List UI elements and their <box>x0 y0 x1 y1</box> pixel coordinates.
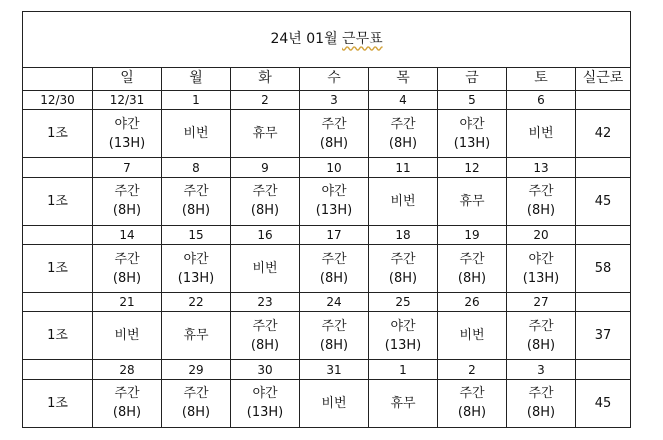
shift-hours: (8H) <box>388 270 418 286</box>
shift-cell[interactable] <box>162 110 231 158</box>
shift-cell[interactable] <box>438 379 507 427</box>
shift-cell[interactable] <box>93 245 162 293</box>
date-cell[interactable]: 12/31 <box>93 91 162 110</box>
shift-cell[interactable] <box>369 312 438 360</box>
date-cell[interactable]: 7 <box>93 158 162 177</box>
shift-name: 주간 <box>114 386 140 402</box>
date-cell[interactable]: 27 <box>507 293 576 312</box>
date-cell[interactable]: 12/30 <box>23 91 93 110</box>
shift-hours: (8H) <box>457 405 487 421</box>
shift-name: 주간 <box>114 184 140 200</box>
shift-row <box>23 245 631 293</box>
header-cell-saturday[interactable]: 토 <box>507 67 576 91</box>
roster-table <box>22 11 631 428</box>
actual-hours-cell[interactable]: 58 <box>576 245 631 293</box>
date-row <box>23 158 631 177</box>
header-cell-tuesday[interactable]: 화 <box>231 67 300 91</box>
date-cell[interactable]: 13 <box>507 158 576 177</box>
shift-cell[interactable] <box>300 379 369 427</box>
roster-title-emphasis: 근무표 <box>342 30 383 47</box>
shift-cell[interactable] <box>231 110 300 158</box>
shift-row <box>23 110 631 158</box>
shift-cell[interactable] <box>507 379 576 427</box>
date-cell[interactable]: 12 <box>438 158 507 177</box>
shift-hours: (8H) <box>181 405 211 421</box>
shift-hours: (13H) <box>177 270 215 286</box>
date-cell[interactable]: 19 <box>438 225 507 244</box>
date-cell[interactable]: 8 <box>162 158 231 177</box>
shift-hours: (8H) <box>112 270 142 286</box>
date-row <box>23 293 631 312</box>
shift-name: 휴무 <box>459 193 485 209</box>
header-cell-friday[interactable]: 금 <box>438 67 507 91</box>
shift-name: 주간 <box>321 318 347 334</box>
shift-cell[interactable] <box>93 110 162 158</box>
shift-hours: (8H) <box>319 270 349 286</box>
date-cell[interactable]: 31 <box>300 360 369 379</box>
date-cell[interactable]: 23 <box>231 293 300 312</box>
shift-cell[interactable] <box>300 312 369 360</box>
date-cell[interactable]: 15 <box>162 225 231 244</box>
date-cell[interactable]: 16 <box>231 225 300 244</box>
shift-name: 주간 <box>252 318 278 334</box>
date-cell[interactable]: 6 <box>507 91 576 110</box>
shift-name: 주간 <box>321 251 347 267</box>
shift-hours: (8H) <box>112 405 142 421</box>
shift-hours: (8H) <box>250 337 280 353</box>
date-cell[interactable]: 30 <box>231 360 300 379</box>
date-cell-empty[interactable] <box>576 225 631 244</box>
actual-hours-cell[interactable]: 42 <box>576 110 631 158</box>
date-cell-empty[interactable] <box>576 293 631 312</box>
date-cell[interactable] <box>23 158 93 177</box>
shift-name: 주간 <box>183 184 209 200</box>
date-cell[interactable]: 18 <box>369 225 438 244</box>
title-row <box>23 12 631 68</box>
shift-cell[interactable] <box>162 177 231 225</box>
shift-hours: (8H) <box>319 337 349 353</box>
shift-hours: (8H) <box>388 135 418 151</box>
date-cell[interactable]: 2 <box>231 91 300 110</box>
shift-cell[interactable] <box>300 177 369 225</box>
shift-name: 주간 <box>390 116 416 132</box>
date-cell-empty[interactable] <box>576 91 631 110</box>
date-row <box>23 225 631 244</box>
date-cell[interactable]: 25 <box>369 293 438 312</box>
shift-name: 휴무 <box>390 395 416 411</box>
date-cell[interactable]: 11 <box>369 158 438 177</box>
date-cell[interactable]: 1 <box>162 91 231 110</box>
shift-cell[interactable] <box>300 110 369 158</box>
actual-hours-cell[interactable]: 45 <box>576 379 631 427</box>
shift-cell[interactable] <box>93 177 162 225</box>
shift-cell[interactable] <box>231 379 300 427</box>
shift-cell[interactable] <box>300 245 369 293</box>
date-cell-empty[interactable] <box>576 158 631 177</box>
header-cell-monday[interactable]: 월 <box>162 67 231 91</box>
shift-name: 비번 <box>459 328 485 344</box>
shift-cell[interactable] <box>369 110 438 158</box>
shift-cell[interactable] <box>507 312 576 360</box>
shift-hours: (13H) <box>108 135 146 151</box>
shift-row <box>23 312 631 360</box>
shift-hours: (8H) <box>526 405 556 421</box>
shift-cell[interactable] <box>438 245 507 293</box>
shift-hours: (8H) <box>250 203 280 219</box>
shift-hours: (8H) <box>319 135 349 151</box>
date-cell[interactable]: 10 <box>300 158 369 177</box>
team-cell[interactable]: 1조 <box>23 379 93 427</box>
shift-hours: (13H) <box>522 270 560 286</box>
shift-hours: (13H) <box>246 405 284 421</box>
date-cell[interactable]: 22 <box>162 293 231 312</box>
date-cell[interactable] <box>23 293 93 312</box>
shift-cell[interactable] <box>507 245 576 293</box>
shift-cell[interactable] <box>369 379 438 427</box>
shift-name: 주간 <box>459 386 485 402</box>
shift-name: 야간 <box>321 184 347 200</box>
shift-name: 야간 <box>390 318 416 334</box>
shift-hours: (8H) <box>526 337 556 353</box>
shift-name: 야간 <box>459 116 485 132</box>
team-cell[interactable]: 1조 <box>23 110 93 158</box>
roster-title-prefix: 24년 01월 <box>270 30 343 47</box>
shift-cell[interactable] <box>162 245 231 293</box>
shift-cell[interactable] <box>231 245 300 293</box>
shift-hours: (8H) <box>112 203 142 219</box>
shift-name: 휴무 <box>183 328 209 344</box>
shift-name: 주간 <box>459 251 485 267</box>
shift-name: 야간 <box>114 116 140 132</box>
shift-cell[interactable] <box>507 177 576 225</box>
shift-name: 주간 <box>114 251 140 267</box>
shift-name: 주간 <box>528 386 554 402</box>
date-row <box>23 91 631 110</box>
header-cell-blank[interactable] <box>23 67 93 91</box>
shift-name: 비번 <box>114 328 140 344</box>
shift-cell[interactable] <box>93 379 162 427</box>
date-cell[interactable]: 4 <box>369 91 438 110</box>
date-cell[interactable]: 24 <box>300 293 369 312</box>
header-cell-sunday[interactable]: 일 <box>93 67 162 91</box>
actual-hours-cell[interactable]: 37 <box>576 312 631 360</box>
shift-name: 야간 <box>252 386 278 402</box>
team-cell[interactable]: 1조 <box>23 312 93 360</box>
date-cell[interactable]: 26 <box>438 293 507 312</box>
date-cell[interactable] <box>23 225 93 244</box>
date-cell[interactable]: 14 <box>93 225 162 244</box>
shift-name: 비번 <box>252 261 278 277</box>
date-cell[interactable]: 21 <box>93 293 162 312</box>
shift-cell[interactable] <box>231 177 300 225</box>
shift-cell[interactable] <box>438 312 507 360</box>
shift-hours: (8H) <box>457 270 487 286</box>
shift-name: 주간 <box>321 116 347 132</box>
shift-cell[interactable] <box>162 312 231 360</box>
shift-cell[interactable] <box>438 177 507 225</box>
shift-hours: (13H) <box>384 337 422 353</box>
shift-name: 비번 <box>390 193 416 209</box>
shift-name: 비번 <box>321 395 347 411</box>
shift-cell[interactable] <box>93 312 162 360</box>
date-cell-empty[interactable] <box>576 360 631 379</box>
shift-name: 휴무 <box>252 126 278 142</box>
date-cell[interactable]: 20 <box>507 225 576 244</box>
shift-cell[interactable] <box>438 110 507 158</box>
date-cell[interactable]: 28 <box>93 360 162 379</box>
shift-name: 주간 <box>252 184 278 200</box>
shift-cell[interactable] <box>369 177 438 225</box>
date-cell[interactable]: 2 <box>438 360 507 379</box>
date-cell[interactable]: 3 <box>300 91 369 110</box>
shift-row <box>23 379 631 427</box>
team-cell[interactable]: 1조 <box>23 177 93 225</box>
team-cell[interactable]: 1조 <box>23 245 93 293</box>
shift-hours: (8H) <box>181 203 211 219</box>
actual-hours-cell[interactable]: 45 <box>576 177 631 225</box>
roster-title-cell[interactable] <box>23 12 631 68</box>
shift-row <box>23 177 631 225</box>
shift-cell[interactable] <box>507 110 576 158</box>
shift-name: 주간 <box>528 318 554 334</box>
shift-cell[interactable] <box>369 245 438 293</box>
date-cell[interactable]: 3 <box>507 360 576 379</box>
shift-hours: (8H) <box>526 203 556 219</box>
date-cell[interactable]: 1 <box>369 360 438 379</box>
shift-name: 주간 <box>390 251 416 267</box>
date-cell[interactable]: 17 <box>300 225 369 244</box>
header-cell-actual-hours[interactable]: 실근로 <box>576 67 631 91</box>
shift-name: 비번 <box>528 126 554 142</box>
shift-name: 주간 <box>183 386 209 402</box>
shift-name: 야간 <box>528 251 554 267</box>
date-cell[interactable]: 29 <box>162 360 231 379</box>
shift-hours: (13H) <box>315 203 353 219</box>
date-cell[interactable] <box>23 360 93 379</box>
shift-cell[interactable] <box>231 312 300 360</box>
shift-name: 주간 <box>528 184 554 200</box>
header-cell-thursday[interactable]: 목 <box>369 67 438 91</box>
shift-cell[interactable] <box>162 379 231 427</box>
header-cell-wednesday[interactable]: 수 <box>300 67 369 91</box>
shift-hours: (13H) <box>453 135 491 151</box>
date-cell[interactable]: 9 <box>231 158 300 177</box>
shift-name: 비번 <box>183 126 209 142</box>
date-row <box>23 360 631 379</box>
date-cell[interactable]: 5 <box>438 91 507 110</box>
header-row <box>23 67 631 91</box>
roster-sheet <box>22 11 630 428</box>
shift-name: 야간 <box>183 251 209 267</box>
